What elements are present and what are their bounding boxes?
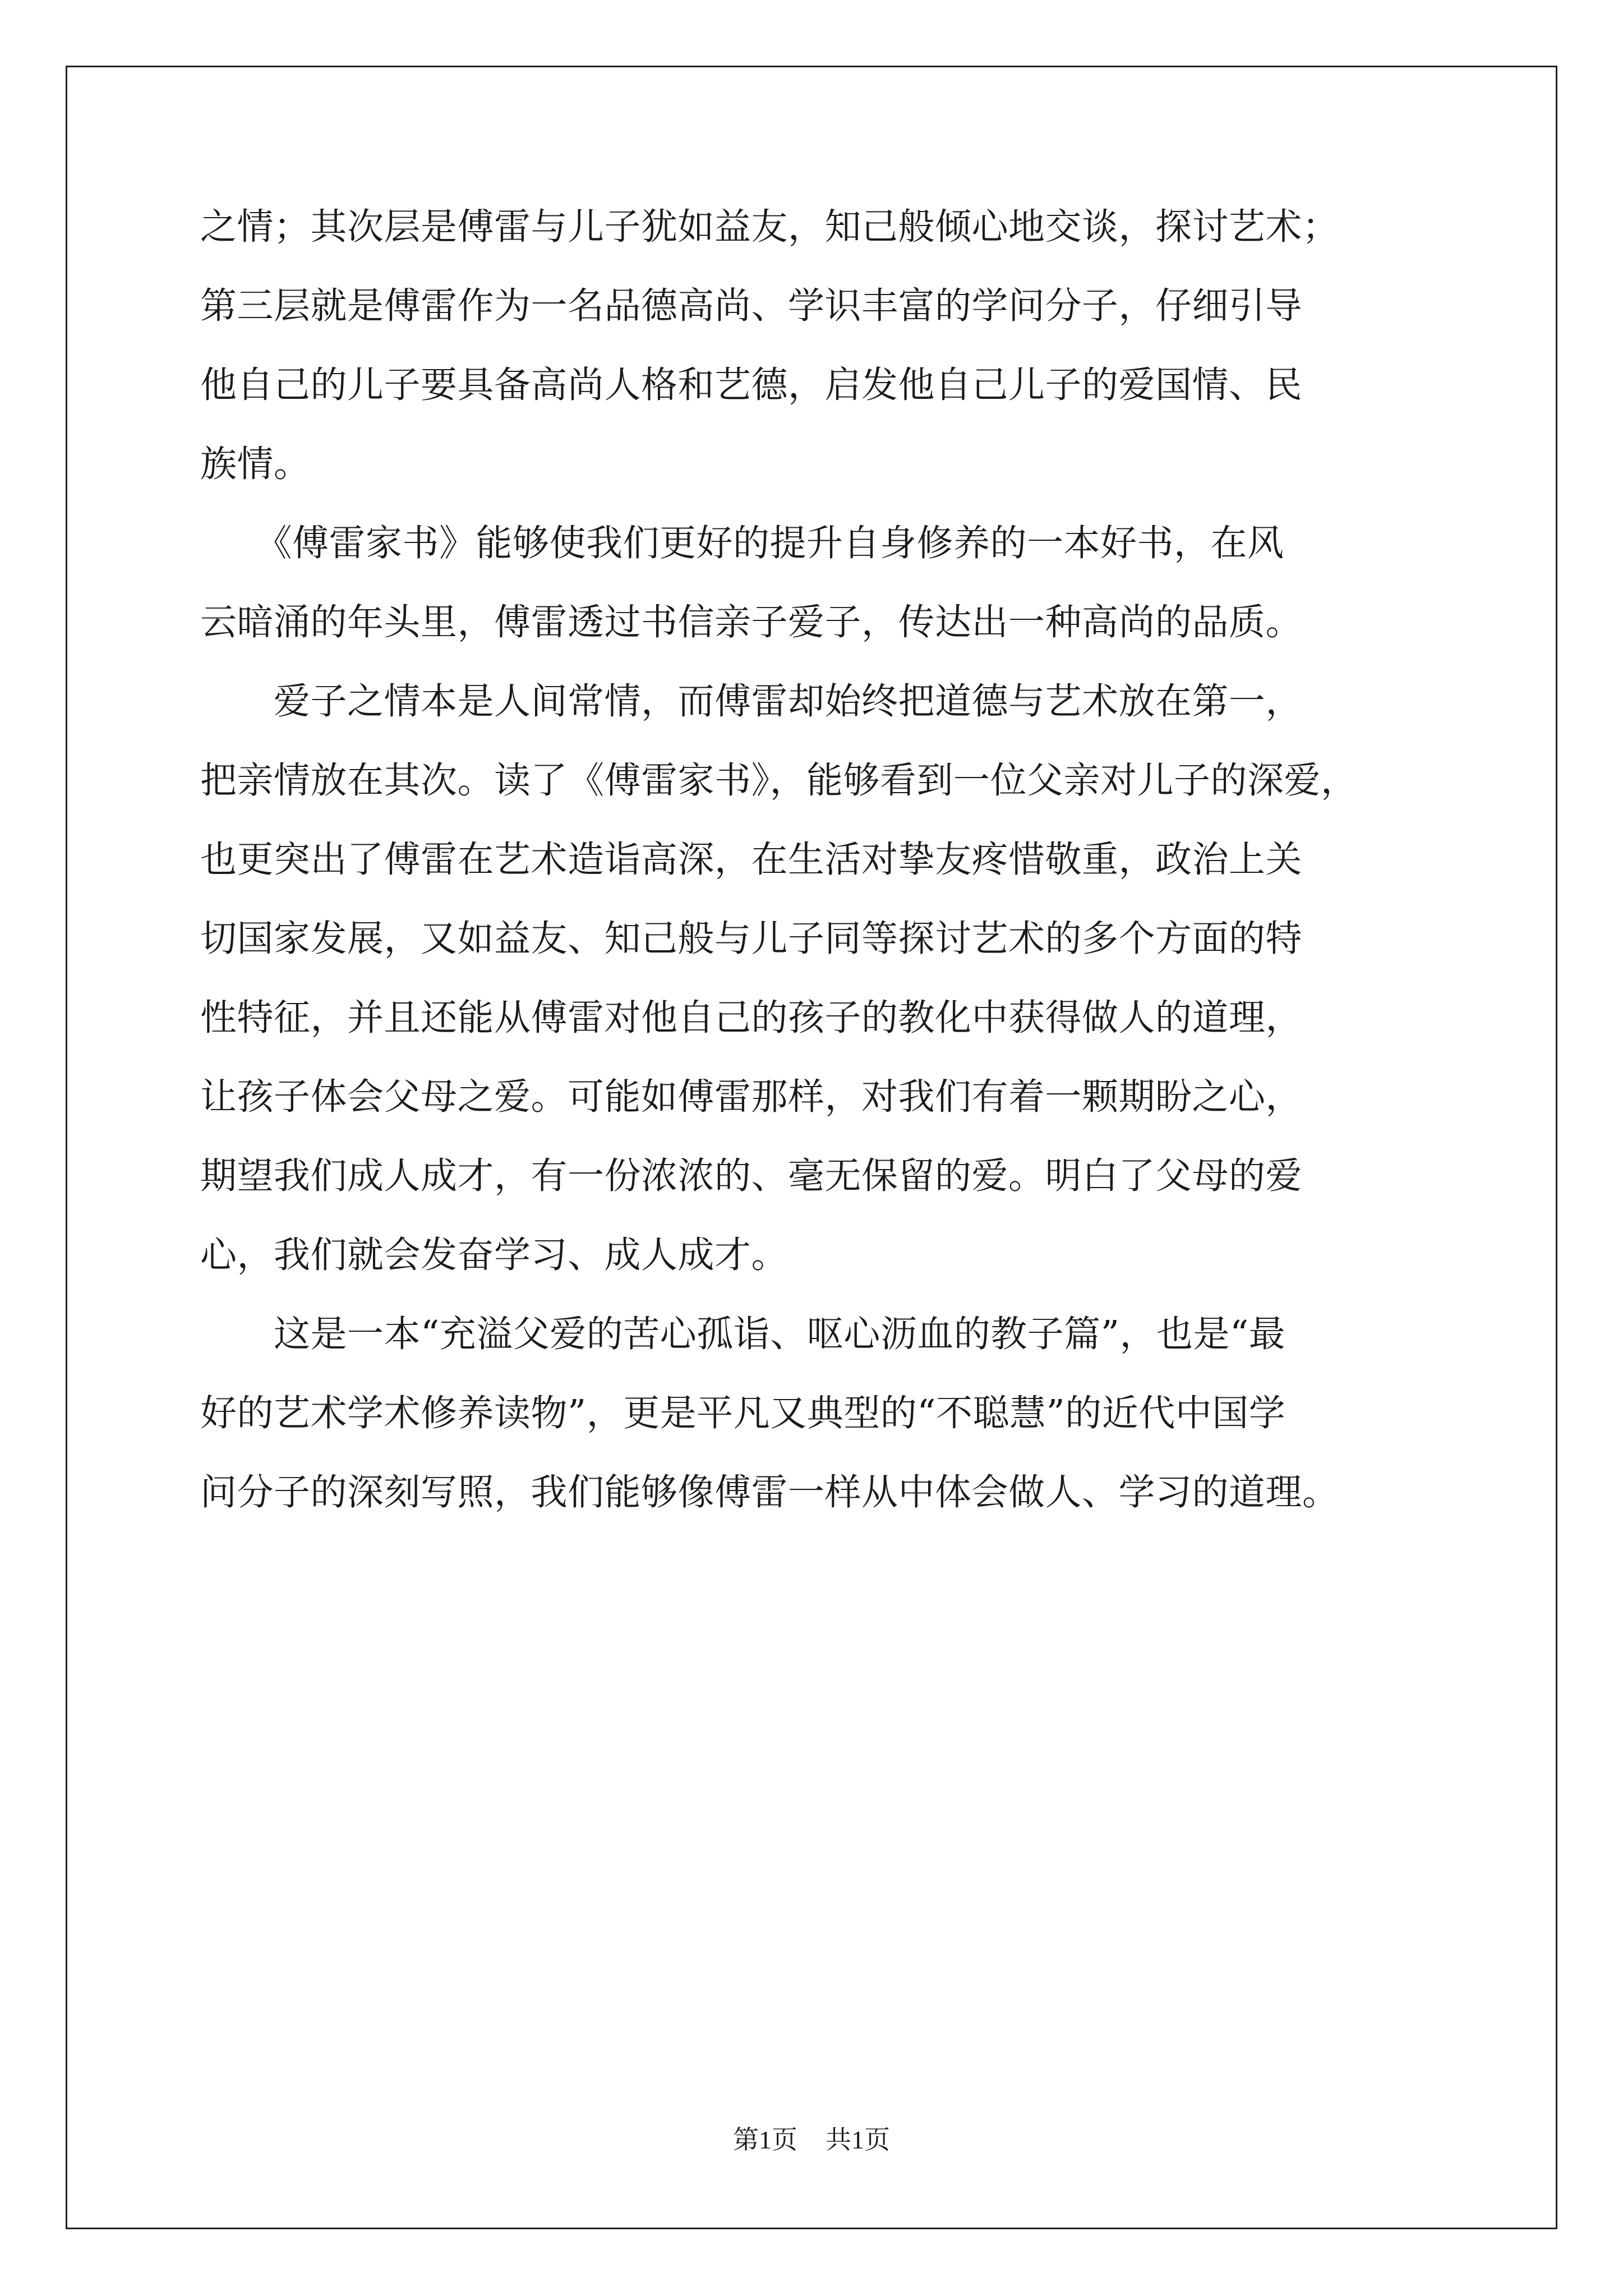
text-line: 族情。 — [200, 443, 311, 485]
text-line: 性特征，并且还能从傅雷对他自己的孩子的教化中获得做人的道理， — [200, 997, 1303, 1039]
text-line: 也更突出了傅雷在艺术造诣高深，在生活对挚友疼惜敬重，政治上关 — [200, 839, 1303, 881]
text-line: 《傅雷家书》能够使我们更好的提升自身修养的一本好书，在风 — [200, 522, 1284, 564]
text-line: 问分子的深刻写照，我们能够像傅雷一样从中体会做人、学习的道理。 — [200, 1471, 1339, 1513]
text-line: 他自己的儿子要具备高尚人格和艺德，启发他自己儿子的爱国情、民 — [200, 364, 1303, 406]
page-total: 共1页 — [826, 2125, 890, 2154]
text-line: 把亲情放在其次。读了《傅雷家书》，能够看到一位父亲对儿子的深爱， — [200, 760, 1358, 802]
text-line: 切国家发展，又如益友、知己般与儿子同等探讨艺术的多个方面的特 — [200, 918, 1303, 960]
document-body — [200, 206, 1434, 1553]
page-number: 第1页 — [733, 2125, 797, 2154]
text-line: 之情；其次层是傅雷与儿子犹如益友，知己般倾心地交谈，探讨艺术； — [200, 206, 1339, 248]
text-line: 爱子之情本是人间常情，而傅雷却始终把道德与艺术放在第一， — [200, 680, 1303, 723]
text-line: 云暗涌的年头里，傅雷透过书信亲子爱子，传达出一种高尚的品质。 — [200, 601, 1303, 643]
page-footer — [0, 2126, 1623, 2154]
text-line: 心，我们就会发奋学习、成人成才。 — [200, 1234, 789, 1276]
text-line: 第三层就是傅雷作为一名品德高尚、学识丰富的学问分子，仔细引导 — [200, 285, 1303, 327]
text-line: 这是一本“充溢父爱的苦心孤诣、呕心沥血的教子篇”，也是“最 — [200, 1313, 1286, 1355]
text-line: 好的艺术学术修养读物”，更是平凡又典型的“不聪慧”的近代中国学 — [200, 1392, 1286, 1434]
text-line: 让孩子体会父母之爱。可能如傅雷那样，对我们有着一颗期盼之心， — [200, 1076, 1303, 1118]
text-line: 期望我们成人成才，有一份浓浓的、毫无保留的爱。明白了父母的爱 — [200, 1155, 1303, 1197]
